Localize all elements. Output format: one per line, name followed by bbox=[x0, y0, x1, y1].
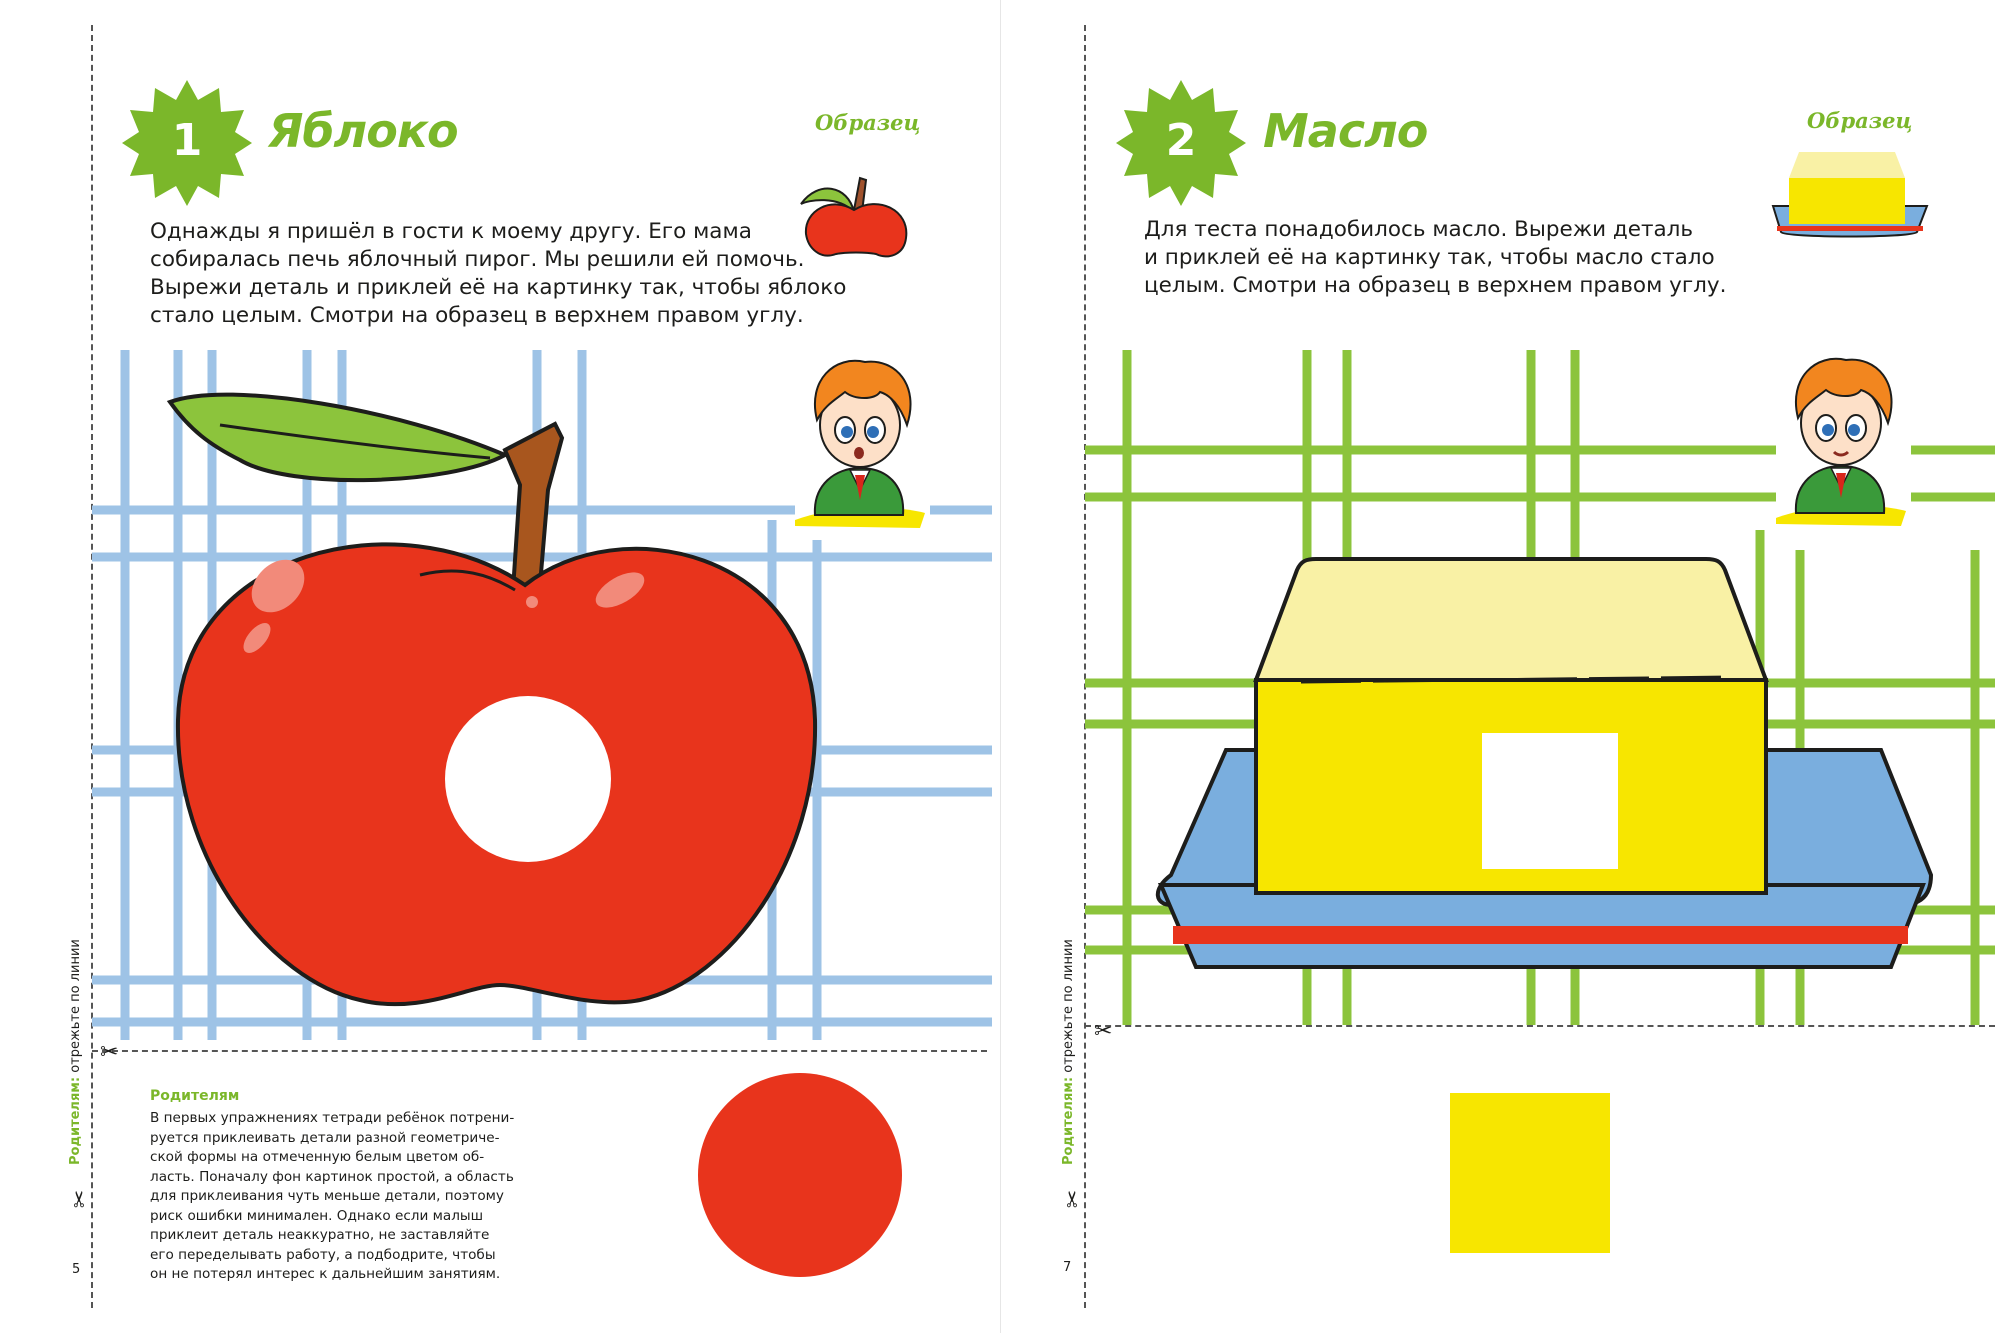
story-text: Для теста понадобилось масло. Вырежи деталь и приклей её на картинку так, чтобы масло стало целым. Смотри на образец в верхнем правом углу. bbox=[1144, 217, 1727, 298]
page-title: Масло bbox=[1263, 104, 1428, 158]
horizontal-cut-line bbox=[92, 1050, 987, 1052]
boy-character-icon bbox=[1776, 348, 1911, 528]
sample-butter-icon bbox=[1763, 148, 1933, 243]
butter-picture bbox=[1151, 555, 1936, 975]
parents-title: Родителям bbox=[150, 1088, 240, 1104]
side-note: Родителям: отрежьте по линии bbox=[1061, 939, 1076, 1165]
cutout-circle[interactable] bbox=[698, 1073, 902, 1277]
boy-character-icon bbox=[795, 350, 930, 530]
cutout-square[interactable] bbox=[1450, 1093, 1610, 1253]
scissors-icon: ✂ bbox=[68, 1189, 94, 1209]
sample-label: Образец bbox=[1807, 108, 1913, 133]
page-number: 5 bbox=[72, 1262, 81, 1277]
page-number: 7 bbox=[1063, 1260, 1072, 1275]
parents-text: В первых упражнениях тетради ребёнок потрени- руется приклеивать детали разной геометриче- ской формы на отмеченную белым цветом об- ласть. Поначалу фон картинок простой, а область для приклеивания чуть меньше детали, поэтому риск ошибки минимален. Однако если малыш приклеит деталь неаккуратно, не заставляйте его переделывать работу, а подбодрите, чтобы он не потерял интерес к дальнейшим занятиям. bbox=[150, 1110, 515, 1282]
scissors-icon: ✂ bbox=[1061, 1189, 1087, 1209]
side-note: Родителям: отрежьте по линии bbox=[68, 939, 83, 1165]
scissors-icon: ✂ bbox=[100, 1040, 119, 1065]
exercise-number: 2 bbox=[1165, 115, 1197, 166]
right-page bbox=[1000, 0, 2000, 1333]
horizontal-cut-line bbox=[1085, 1025, 1995, 1027]
scissors-icon: ✂ bbox=[1094, 1019, 1113, 1044]
sample-label: Образец bbox=[815, 110, 921, 135]
glue-area bbox=[445, 696, 611, 862]
glue-area bbox=[1482, 733, 1618, 869]
page-title: Яблоко bbox=[268, 104, 458, 158]
exercise-number: 1 bbox=[171, 115, 203, 166]
story-text: Однажды я пришёл в гости к моему другу. Его мама собиралась печь яблочный пирог. Мы решили ей помочь. Вырежи деталь и приклей её на картинку так, чтобы яблоко стало целым. Смотри на образец в верхнем правом углу. bbox=[150, 219, 847, 328]
apple-picture bbox=[170, 390, 830, 1030]
